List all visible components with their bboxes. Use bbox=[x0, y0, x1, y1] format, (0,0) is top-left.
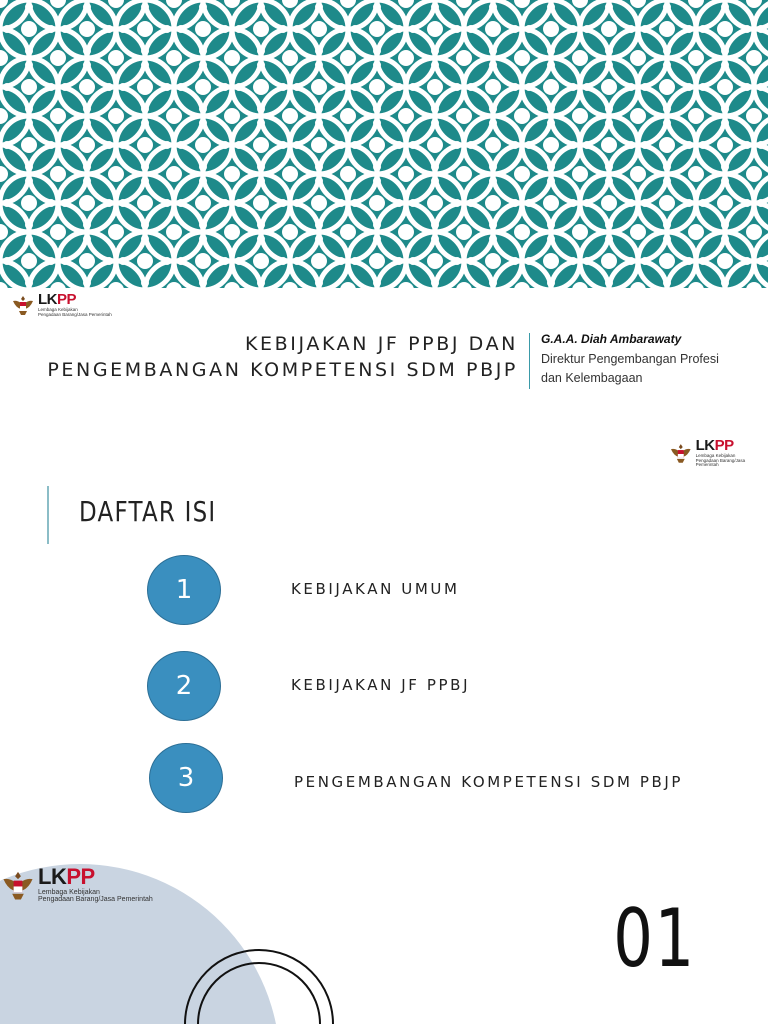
toc-item-label: KEBIJAKAN UMUM bbox=[291, 580, 460, 598]
author-role bbox=[541, 350, 741, 388]
title-line-2: PENGEMBANGAN KOMPETENSI SDM PBJP bbox=[47, 359, 518, 381]
logo-subtitle-1: Lembaga Kebijakan bbox=[38, 307, 78, 312]
logo-subtitle-1: Lembaga Kebijakan bbox=[38, 889, 100, 896]
slide-cover bbox=[0, 0, 768, 410]
logo-subtitle-2: Pengadaan Barang/Jasa Pemerintah bbox=[38, 896, 153, 903]
slide-section-divider bbox=[0, 854, 768, 1024]
item-number-circle: 1 bbox=[147, 555, 221, 625]
section-number: 01 bbox=[613, 892, 696, 985]
toc-heading: DAFTAR ISI bbox=[79, 495, 217, 528]
logo-subtitle-2: Pengadaan Barang/Jasa Pemerintah bbox=[695, 457, 746, 467]
lkpp-logo bbox=[12, 292, 112, 317]
logo-name-lk: LK bbox=[695, 437, 715, 454]
heading-accent-bar bbox=[47, 486, 49, 544]
toc-item-label: PENGEMBANGAN KOMPETENSI SDM PBJP bbox=[294, 773, 684, 791]
garuda-emblem-icon bbox=[2, 867, 34, 903]
logo-name-pp: PP bbox=[57, 291, 77, 308]
author-role-line-2: dan Kelembagaan bbox=[541, 371, 643, 385]
logo-subtitle-1: Lembaga Kebijakan bbox=[695, 453, 736, 458]
logo-subtitle-2: Pengadaan Barang/Jasa Pemerintah bbox=[38, 311, 112, 317]
item-number-circle: 3 bbox=[149, 743, 223, 813]
logo-name-pp: PP bbox=[66, 864, 95, 889]
author-block bbox=[541, 332, 741, 388]
title-divider bbox=[529, 333, 530, 389]
garuda-emblem-icon bbox=[670, 441, 692, 465]
garuda-emblem-icon bbox=[12, 293, 34, 317]
presentation-title bbox=[47, 331, 518, 383]
logo-name-lk: LK bbox=[38, 864, 67, 889]
item-number-circle: 2 bbox=[147, 651, 221, 721]
slide-table-of-contents bbox=[0, 412, 768, 852]
author-role-line-1: Direktur Pengembangan Profesi bbox=[541, 352, 719, 366]
toc-item-label: KEBIJAKAN JF PPBJ bbox=[291, 676, 471, 694]
title-line-1: KEBIJAKAN JF PPBJ DAN bbox=[244, 333, 518, 355]
logo-name-pp: PP bbox=[714, 437, 734, 454]
logo-name-lk: LK bbox=[38, 291, 57, 308]
lkpp-logo bbox=[2, 866, 153, 903]
author-name: G.A.A. Diah Ambarawaty bbox=[541, 332, 682, 346]
batik-pattern-banner bbox=[0, 0, 768, 288]
lkpp-logo bbox=[670, 438, 768, 468]
